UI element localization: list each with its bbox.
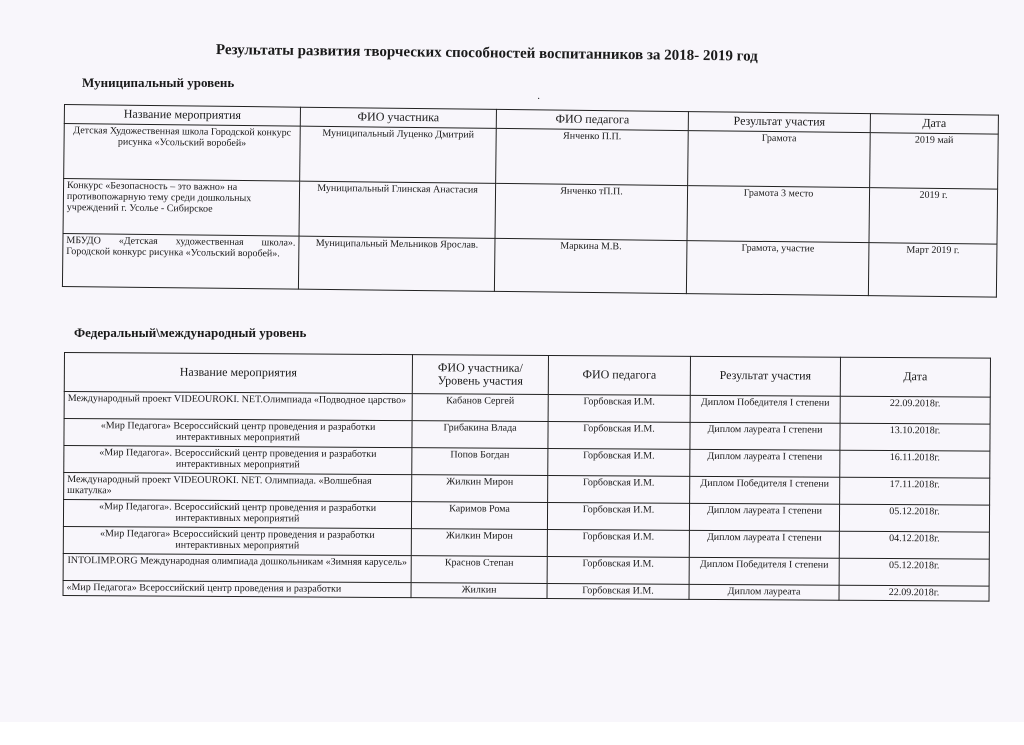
event-cell: «Мир Педагога». Всероссийский центр проведения и разработки интерактивных мероприятий	[63, 500, 411, 529]
header-event: Название мероприятия	[64, 105, 300, 127]
date-cell: 04.12.2018г.	[839, 531, 989, 559]
scan-margin	[0, 722, 1024, 745]
result-cell: Диплом Победителя I степени	[689, 557, 839, 585]
page-title: Результаты развития творческих способностей воспитанников за 2018- 2019 год	[215, 42, 758, 65]
participant-cell: Каримов Рома	[411, 502, 547, 530]
header-date: Дата	[870, 114, 998, 134]
participant-cell: Жилкин	[411, 583, 547, 599]
date-cell: 16.11.2018г.	[840, 450, 990, 478]
teacher-cell: Горбовская И.М.	[547, 502, 689, 530]
result-cell: Грамота 3 место	[687, 186, 870, 243]
event-cell: «Мир Педагога» Всероссийский центр проведения и разработки интерактивных мероприятий	[63, 526, 411, 555]
date-cell: 22.09.2018г.	[839, 585, 989, 601]
date-cell: 2019 май	[870, 133, 999, 189]
event-cell: Детская Художественная школа Городской конкурс рисунка «Усольский воробей»	[64, 124, 301, 182]
result-cell: Диплом лауреата I степени	[689, 530, 839, 558]
participant-cell: Грибакина Влада	[412, 421, 548, 449]
teacher-cell: Горбовская И.М.	[548, 394, 690, 422]
teacher-cell: Маркина М.В.	[494, 238, 687, 293]
header-teacher: ФИО педагога	[496, 109, 688, 130]
header-event: Название мероприятия	[64, 353, 412, 394]
result-cell: Диплом лауреата I степени	[689, 503, 839, 531]
event-cell: INTOLIMP.ORG Международная олимпиада дошкольникам «Зимняя карусель»	[63, 553, 411, 582]
event-cell: «Мир Педагога». Всероссийский центр проведения и разработки интерактивных мероприятий	[64, 446, 412, 475]
participant-cell: Попов Богдан	[412, 448, 548, 476]
teacher-cell: Горбовская И.М.	[548, 448, 690, 476]
teacher-cell: Янченко тП.П.	[495, 183, 688, 240]
participant-cell: Кабанов Сергей	[412, 394, 548, 422]
header-date: Дата	[840, 357, 990, 397]
date-cell: 05.12.2018г.	[839, 558, 989, 586]
header-participant: ФИО участника/ Уровень участия	[412, 355, 548, 395]
result-cell: Диплом Победителя I степени	[690, 476, 840, 504]
event-cell: «Мир Педагога» Всероссийский центр проведения и разработки	[63, 580, 411, 597]
result-cell: Диплом лауреата	[689, 584, 839, 600]
teacher-cell: Янченко П.П.	[496, 128, 689, 185]
header-teacher: ФИО педагога	[548, 355, 690, 395]
participant-cell: Краснов Степан	[411, 556, 547, 584]
table-row	[62, 233, 997, 297]
result-cell: Грамота	[688, 131, 871, 188]
participant-cell: Жилкин Мирон	[411, 529, 547, 557]
event-cell: «Мир Педагога» Всероссийский центр проведения и разработки интерактивных мероприятий	[64, 419, 412, 448]
teacher-cell: Горбовская И.М.	[548, 421, 690, 449]
federal-heading: Федеральный\международный уровень	[74, 325, 307, 340]
participant-cell: Муниципальный Мельников Ярослав.	[298, 236, 495, 291]
table-header-row	[64, 353, 990, 398]
event-cell: Конкурс «Безопасность – это важно» на противопожарную тему среди дошкольных учреждений г. Усолье - Сибирское	[63, 179, 300, 237]
header-participant: ФИО участника	[300, 107, 496, 128]
date-cell: Март 2019 г.	[868, 243, 997, 297]
result-cell: Диплом лауреата I степени	[690, 449, 840, 477]
participant-cell: Жилкин Мирон	[412, 475, 548, 503]
participant-cell: Муниципальный Глинская Анастасия	[299, 181, 496, 238]
participant-cell: Муниципальный Луценко Дмитрий	[300, 126, 497, 183]
scan-speck: ·	[537, 94, 541, 105]
teacher-cell: Горбовская И.М.	[547, 556, 689, 584]
result-cell: Диплом Победителя I степени	[690, 395, 840, 423]
teacher-cell: Горбовская И.М.	[547, 529, 689, 557]
teacher-cell: Горбовская И.М.	[547, 583, 689, 599]
date-cell: 2019 г.	[869, 188, 998, 244]
date-cell: 13.10.2018г.	[840, 423, 990, 451]
municipal-table	[62, 104, 999, 298]
federal-table	[63, 352, 991, 602]
date-cell: 22.09.2018г.	[840, 396, 990, 424]
date-cell: 05.12.2018г.	[839, 504, 989, 532]
event-cell: Международный проект VIDEOUROKI. NET.Олимпиада «Подводное царство»	[64, 392, 412, 421]
municipal-heading: Муниципальный уровень	[82, 75, 235, 90]
event-cell: Международный проект VIDEOUROKI. NET. Олимпиада. «Волшебная шкатулка»	[64, 473, 412, 502]
event-cell: МБУДО «Детская художественная школа». Городской конкурс рисунка «Усольский воробей».	[62, 233, 299, 289]
header-result: Результат участия	[690, 356, 840, 396]
result-cell: Диплом лауреата I степени	[690, 422, 840, 450]
date-cell: 17.11.2018г.	[840, 477, 990, 505]
header-result: Результат участия	[688, 112, 870, 133]
teacher-cell: Горбовская И.М.	[548, 475, 690, 503]
result-cell: Грамота, участие	[686, 241, 869, 296]
